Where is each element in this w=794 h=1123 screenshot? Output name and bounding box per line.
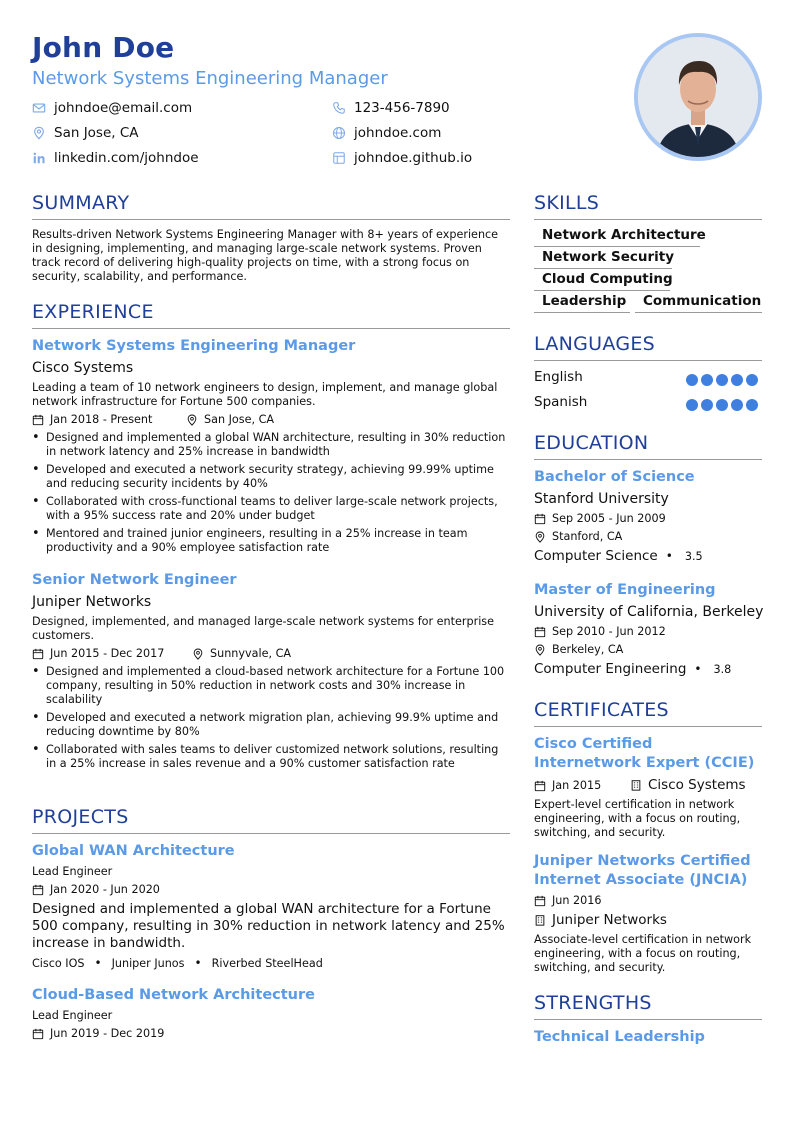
certificate-issuer-text: Juniper Networks	[552, 912, 667, 928]
language-name: Spanish	[534, 394, 588, 410]
globe-icon	[332, 126, 346, 140]
certificate-issuer	[630, 777, 746, 793]
proficiency-dot	[686, 374, 698, 386]
skill-tag: Cloud Computing	[534, 269, 670, 291]
email-text: johndoe@email.com	[54, 100, 193, 116]
contact-phone[interactable]	[332, 100, 450, 116]
tech-separator: •	[194, 956, 202, 970]
portfolio-icon	[332, 151, 346, 165]
education-gpa: 3.5	[684, 549, 703, 563]
summary-text: Results-driven Network Systems Engineering Manager with 8+ years of experience in designing, implementing, and managing large-scale network systems. Proven track record of delivering high-quality projects on time, with a strong focus on security, scalability, and performance.	[32, 228, 499, 283]
education-divider	[534, 459, 762, 460]
proficiency-dot	[746, 399, 758, 411]
skill-tag: Leadership	[534, 291, 630, 313]
project-tech	[32, 956, 323, 970]
experience-bullet: • Mentored and trained junior engineers, resulting in a 25% increase in team productivity and a 90% employee satisfaction rate	[32, 527, 510, 555]
experience-bullet: • Designed and implemented a global WAN architecture, resulting in 30% reduction in network latency and 25% increase in bandwidth	[32, 431, 510, 459]
language-name: English	[534, 369, 583, 385]
strength-item: Technical Leadership	[534, 1029, 705, 1045]
github-text: johndoe.github.io	[354, 150, 473, 166]
summary-heading: SUMMARY	[32, 192, 130, 214]
language-level	[686, 374, 758, 386]
education-location	[534, 643, 623, 656]
experience-description: Designed, implemented, and managed large-scale network systems for enterprise customers.	[32, 615, 495, 642]
project-name: Global WAN Architecture	[32, 843, 235, 859]
proficiency-dot	[701, 399, 713, 411]
certificate-date-text: Jun 2016	[552, 894, 602, 907]
education-school: Stanford University	[534, 491, 669, 507]
skill-tag: Network Security	[534, 247, 672, 269]
experience-location-text: San Jose, CA	[204, 413, 275, 426]
certificate-date	[534, 894, 602, 907]
experience-divider	[32, 328, 510, 329]
languages-divider	[534, 360, 762, 361]
education-location-text: Berkeley, CA	[552, 643, 624, 656]
project-name: Cloud-Based Network Architecture	[32, 987, 315, 1003]
tech-item: Juniper Junos	[111, 956, 185, 970]
strengths-heading: STRENGTHS	[534, 992, 652, 1014]
profile-photo	[634, 33, 762, 161]
projects-divider	[32, 833, 510, 834]
field-separator: •	[694, 662, 702, 676]
calendar-icon	[534, 513, 546, 525]
education-dates-text: Sep 2005 - Jun 2009	[552, 512, 666, 525]
mail-icon	[32, 101, 46, 115]
location-pin-icon	[186, 414, 198, 426]
proficiency-dot	[716, 399, 728, 411]
proficiency-dot	[731, 374, 743, 386]
experience-location	[192, 647, 291, 660]
candidate-title: Network Systems Engineering Manager	[32, 68, 388, 89]
calendar-icon	[534, 626, 546, 638]
location-pin-icon	[192, 648, 204, 660]
contact-linkedin[interactable]	[32, 150, 199, 166]
calendar-icon	[32, 1028, 44, 1040]
experience-role: Senior Network Engineer	[32, 572, 237, 588]
certificate-title: Juniper Networks Certified Internet Associate (JNCIA)	[534, 853, 751, 888]
experience-description: Leading a team of 10 network engineers to design, implement, and manage global network infrastructure for Fortune 500 companies.	[32, 381, 498, 408]
experience-role: Network Systems Engineering Manager	[32, 338, 356, 354]
project-role: Lead Engineer	[32, 1009, 113, 1022]
skills-heading: SKILLS	[534, 192, 600, 214]
experience-location-text: Sunnyvale, CA	[210, 647, 292, 660]
experience-location	[186, 413, 274, 426]
calendar-icon	[534, 780, 546, 792]
linkedin-text: linkedin.com/johndoe	[54, 150, 199, 166]
building-icon	[534, 914, 546, 926]
experience-bullet: • Collaborated with cross-functional teams to deliver large-scale network projects, with a 95% success rate and 20% under budget	[32, 495, 510, 523]
experience-bullets	[32, 431, 510, 555]
calendar-icon	[32, 884, 44, 896]
education-school: University of California, Berkeley	[534, 604, 764, 620]
contact-email[interactable]	[32, 100, 192, 116]
certificate-issuer	[534, 912, 667, 928]
proficiency-dot	[701, 374, 713, 386]
contact-location	[32, 125, 139, 141]
experience-heading: EXPERIENCE	[32, 301, 154, 323]
website-text: johndoe.com	[354, 125, 442, 141]
education-dates-text: Sep 2010 - Jun 2012	[552, 625, 666, 638]
calendar-icon	[32, 414, 44, 426]
candidate-name: John Doe	[32, 31, 175, 64]
linkedin-icon	[32, 151, 46, 165]
education-degree: Master of Engineering	[534, 582, 716, 598]
education-heading: EDUCATION	[534, 432, 649, 454]
experience-company: Cisco Systems	[32, 360, 134, 376]
project-dates-text: Jan 2020 - Jun 2020	[50, 883, 160, 896]
contact-github[interactable]	[332, 150, 472, 166]
experience-dates-text: Jun 2015 - Dec 2017	[50, 647, 165, 660]
education-field: Computer Engineering	[534, 661, 687, 677]
skill-tag: Communication	[635, 291, 762, 313]
phone-text: 123-456-7890	[354, 100, 450, 116]
language-level	[686, 399, 758, 411]
certificate-issuer-text: Cisco Systems	[648, 777, 746, 793]
location-text: San Jose, CA	[54, 125, 139, 141]
proficiency-dot	[731, 399, 743, 411]
tech-item: Cisco IOS	[32, 956, 85, 970]
location-pin-icon	[32, 126, 46, 140]
skill-tag: Network Architecture	[534, 225, 700, 247]
tech-item: Riverbed SteelHead	[211, 956, 323, 970]
experience-dates-text: Jan 2018 - Present	[50, 413, 153, 426]
certificate-description: Expert-level certification in network engineering, with a focus on routing, switching, and security.	[534, 798, 741, 839]
building-icon	[630, 779, 642, 791]
summary-divider	[32, 219, 510, 220]
experience-bullet: • Collaborated with sales teams to deliver customized network solutions, resulting in a 25% increase in sales revenue and a 90% customer satisfaction rate	[32, 743, 510, 771]
education-location-text: Stanford, CA	[552, 530, 623, 543]
proficiency-dot	[746, 374, 758, 386]
education-dates	[534, 625, 666, 638]
project-dates	[32, 883, 160, 896]
avatar-illustration	[638, 37, 758, 157]
location-pin-icon	[534, 531, 546, 543]
certificate-title: Cisco Certified Internetwork Expert (CCIE)	[534, 736, 755, 771]
experience-company: Juniper Networks	[32, 594, 152, 610]
contact-website[interactable]	[332, 125, 441, 141]
strengths-divider	[534, 1019, 762, 1020]
experience-dates	[32, 413, 152, 426]
project-description: Designed and implemented a global WAN architecture for a Fortune 500 company, resulting in 30% reduction in network latency and 25% increase in bandwidth.	[32, 901, 505, 951]
calendar-icon	[534, 895, 546, 907]
project-dates	[32, 1027, 164, 1040]
location-pin-icon	[534, 644, 546, 656]
education-location	[534, 530, 622, 543]
tech-separator: •	[94, 956, 102, 970]
certificates-heading: CERTIFICATES	[534, 699, 669, 721]
calendar-icon	[32, 648, 44, 660]
experience-dates	[32, 647, 164, 660]
languages-heading: LANGUAGES	[534, 333, 656, 355]
certificate-description: Associate-level certification in network engineering, with a focus on routing, switching, and security.	[534, 933, 752, 974]
education-field-row	[534, 661, 731, 677]
education-degree: Bachelor of Science	[534, 469, 695, 485]
experience-bullet: • Designed and implemented a cloud-based network architecture for a Fortune 100 company, resulting in 50% reduction in network costs and 30% increase in scalability	[32, 665, 510, 707]
experience-bullet: • Developed and executed a network migration plan, achieving 99.9% uptime and reducing downtime by 80%	[32, 711, 510, 739]
education-field: Computer Science	[534, 548, 658, 564]
field-separator: •	[665, 549, 673, 563]
experience-bullets	[32, 665, 510, 771]
project-role: Lead Engineer	[32, 865, 113, 878]
certificates-divider	[534, 726, 762, 727]
skills-divider	[534, 219, 762, 220]
proficiency-dot	[686, 399, 698, 411]
certificate-date	[534, 779, 601, 792]
project-dates-text: Jun 2019 - Dec 2019	[50, 1027, 165, 1040]
proficiency-dot	[716, 374, 728, 386]
certificate-date-text: Jan 2015	[552, 779, 602, 792]
education-dates	[534, 512, 666, 525]
education-field-row	[534, 548, 703, 564]
education-gpa: 3.8	[713, 662, 732, 676]
experience-bullet: • Developed and executed a network security strategy, achieving 99.99% uptime and reducing security incidents by 40%	[32, 463, 510, 491]
projects-heading: PROJECTS	[32, 806, 129, 828]
phone-icon	[332, 101, 346, 115]
